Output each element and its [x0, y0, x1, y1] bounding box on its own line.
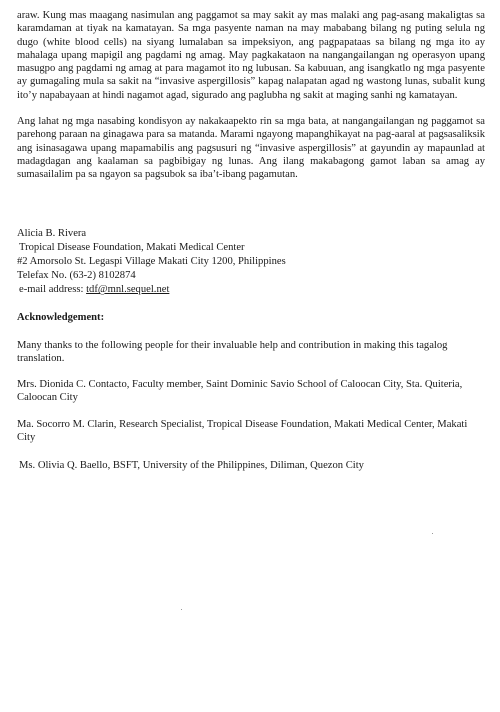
scan-speck [432, 533, 433, 534]
document-page [17, 9, 485, 473]
email-label: e-mail address: [19, 284, 87, 296]
acknowledgement-person: Ma. Socorro M. Clarin, Research Specialist, Tropical Disease Foundation, Makati Medical Center, Makati City [17, 418, 468, 444]
contact-email-line [17, 283, 485, 297]
body-paragraph: Ang lahat ng mga nasabing kondisyon ay nakakaapekto rin sa mga bata, at nangangailangan ng paggamot sa parehong paraan na ginagawa para sa matanda. Marami ngayong mapanghikayat na pag-aaral at pagsasaliksik ang isinasagawa upang mapamabilis ang pagsusuri ng “invasive aspergillosis” at gayundin ay mapaunlad at madagdagan ang kaalaman sa pagbibigay ng lunas. Ang ilang makabagong gamot laban sa amag ay sumasailalim pa sa ngayon sa pagsubok sa iba’t-ibang pagamutan. [17, 116, 485, 181]
acknowledgement-person: Ms. Olivia Q. Baello, BSFT, University of the Philippines, Diliman, Quezon City [19, 460, 364, 472]
contact-address: #2 Amorsolo St. Legaspi Village Makati City 1200, Philippines [17, 255, 286, 267]
acknowledgement-person: Mrs. Dionida C. Contacto, Faculty member, Saint Dominic Savio School of Caloocan City, Sta. Quiteria, Caloocan City [17, 379, 463, 404]
contact-block [17, 227, 485, 298]
acknowledgement-intro: Many thanks to the following people for their invaluable help and contribution in making this tagalog translation. [17, 339, 448, 364]
contact-name: Alicia B. Rivera [17, 227, 87, 239]
body-paragraph: araw. Kung mas maagang nasimulan ang paggamot sa may sakit ay mas malaki ang pag-asang makaligtas sa karamdaman at tiyak na kamatayan. Sa mga pasyente naman na may mababang bilang ng puting selula ng dugo (white blood cells) na siyang lumalaban sa impeksiyon, ang pagpapataas sa bilang ng mga ito ay mahalaga upang mapigil ang pagdami ng amag. May pagkakataon na nangangailangan ng operasyon upang masugpo ang pagdami ng amag at para magamot ito ng lubusan. Sa kabuuan, ang isangkatlo ng mga pasyente ay gumagaling mula sa sakit na “invasive aspergillosis” kapag nalapatan agad ng wastong lunas, subalit kung ito’y napabayaan at hindi nagamot agad, sigurado ang paglubha ng sakit at maging sanhi ng kamatayan. [17, 10, 485, 101]
email-link[interactable]: tdf@mnl.sequel.net [86, 284, 170, 296]
contact-organization: Tropical Disease Foundation, Makati Medical Center [19, 241, 245, 253]
acknowledgement-heading: Acknowledgement: [17, 311, 105, 323]
contact-telefax: Telefax No. (63-2) 8102874 [17, 270, 136, 282]
scan-speck [181, 609, 182, 610]
